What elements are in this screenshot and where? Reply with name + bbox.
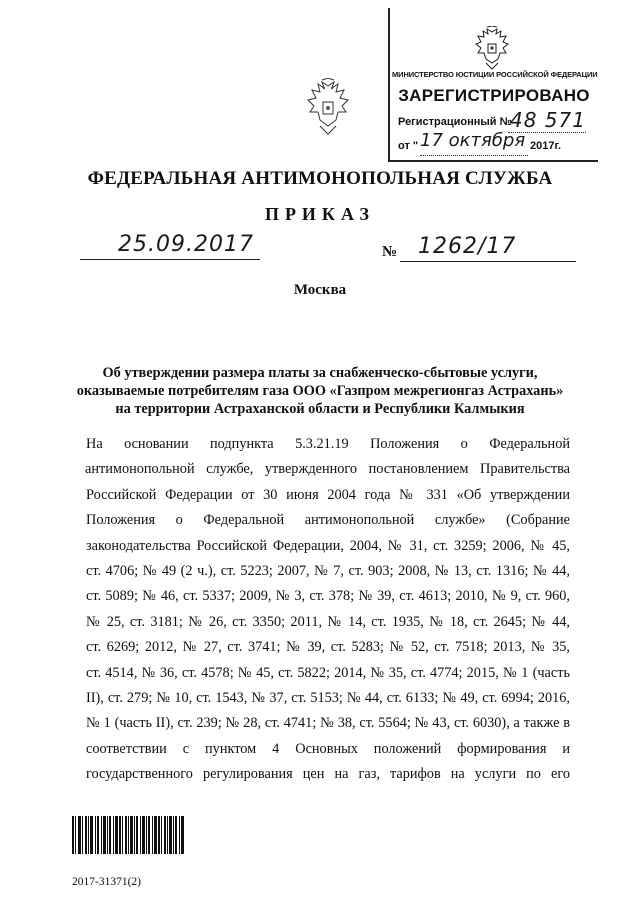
body-line: Российской Федерации от 30 июня 2004 года № 331 «Об утверждении bbox=[86, 486, 570, 503]
number-sign: № bbox=[382, 244, 398, 260]
stamp-reg-number: 48 571 bbox=[510, 108, 586, 132]
title-line: на территории Астраханской области и Республики Калмыкия bbox=[115, 401, 525, 417]
title-line: Об утверждении размера платы за снабженческо-сбытовые услуги, bbox=[102, 365, 538, 381]
document-type: ПРИКАЗ bbox=[264, 204, 376, 224]
stamp-reg-label: Регистрационный № bbox=[398, 116, 512, 128]
order-body bbox=[86, 432, 570, 788]
body-line: законодательства Российской Федерации, 2004, № 31, ст. 3259; 2006, № 45, bbox=[86, 537, 570, 554]
order-date: 25.09.2017 bbox=[118, 232, 254, 257]
body-line: На основании подпункта 5.3.21.19 Положения о Федеральной bbox=[86, 436, 570, 452]
stamp-date-prefix: от " bbox=[398, 140, 419, 152]
body-line: № 25, ст. 3181; № 26, ст. 3350; 2011, № 14, ст. 1935, № 18, ст. 2645; № 44, bbox=[86, 613, 570, 630]
body-line: ст. 5089; № 46, ст. 5337; 2009, № 3, ст. 378; № 39, ст. 4613; 2010, № 9, ст. 960, bbox=[86, 588, 570, 605]
body-line: II), ст. 279; № 10, ст. 1543, № 37, ст. 5153; № 44, ст. 6133; № 49, ст. 6994; 2016, bbox=[86, 690, 570, 707]
body-line: государственного регулирования цен на газ, тарифов на услуги по его bbox=[86, 766, 570, 783]
body-line: антимонопольной службе, утвержденного постановлением Правительства bbox=[85, 461, 570, 478]
document-code: 2017-31371(2) bbox=[72, 876, 141, 888]
body-line: соответствии с пунктом 4 Основных положений формирования и bbox=[86, 740, 570, 757]
title-line: оказываемые потребителям газа ООО «Газпром межрегионгаз Астрахань» bbox=[76, 383, 564, 399]
stamp-emblem-icon bbox=[472, 26, 512, 70]
body-line: Положения о Федеральной антимонопольной службе» (Собрание bbox=[86, 512, 570, 529]
stamp-year: 2017г. bbox=[530, 140, 562, 152]
city: Москва bbox=[293, 282, 347, 298]
barcode bbox=[72, 816, 184, 854]
stamp-registered-label: ЗАРЕГИСТРИРОВАНО bbox=[398, 86, 590, 105]
order-number: 1262/17 bbox=[418, 234, 517, 259]
agency-name: ФЕДЕРАЛЬНАЯ АНТИМОНОПОЛЬНАЯ СЛУЖБА bbox=[87, 168, 553, 189]
body-line: ст. 4514, № 36, ст. 4578; № 45, ст. 5822; 2014, № 35, ст. 4774; 2015, № 1 (часть bbox=[86, 664, 570, 681]
stamp-reg-number-row bbox=[398, 116, 512, 128]
stamp-date-underline bbox=[420, 155, 528, 156]
body-line: ст. 4706; № 49 (2 ч.), ст. 5223; 2007, № 7, ст. 903; 2008, № 13, ст. 1316; № 44, bbox=[86, 563, 570, 580]
coat-of-arms-emblem bbox=[302, 78, 354, 136]
number-underline bbox=[400, 261, 576, 262]
stamp-ministry-name: МИНИСТЕРСТВО ЮСТИЦИИ РОССИЙСКОЙ ФЕДЕРАЦИИ bbox=[392, 70, 598, 79]
stamp-date-value: 17 октября bbox=[420, 130, 526, 151]
order-title bbox=[70, 364, 570, 418]
date-underline bbox=[80, 259, 260, 260]
body-line: ст. 6269; 2012, № 27, ст. 3741; № 39, ст. 5283; № 52, ст. 7518; 2013, № 35, bbox=[86, 639, 570, 656]
body-line: № 1 (часть II), ст. 239; № 28, ст. 4741; № 38, ст. 5564; № 43, ст. 6030), а также в bbox=[86, 715, 570, 732]
